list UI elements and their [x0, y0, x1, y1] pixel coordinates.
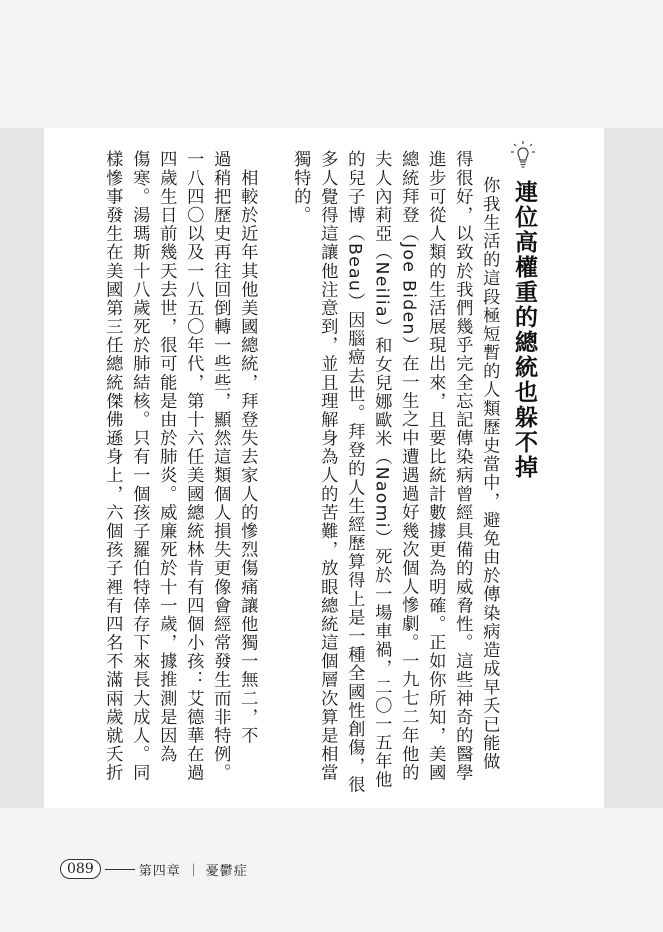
text-column: 過稍把歷史再往回倒轉一些些，顯然這類個人損失更像會經常發生而非特例。 — [210, 150, 231, 783]
text-column: 的兒子博（Beau）因腦癌去世。拜登的人生經歷算得上是一種全國性創傷，很 — [344, 150, 365, 795]
text-column: 得很好，以致於我們幾乎完全忘記傳染病曾經具備的威脅性。這些神奇的醫學 — [452, 150, 473, 783]
text-column: 獨特的。 — [290, 150, 311, 225]
text-column: 進步可從人類的生活展現出來，且要比統計數據更為明確。正如你所知，美國 — [425, 150, 446, 783]
text-column: 相較於近年其他美國總統，拜登失去家人的慘烈傷痛讓他獨一無二，不 — [237, 150, 258, 745]
text-column: 總統拜登（Joe Biden）在一生之中遭遇過好幾次個人慘劇。一九七二年他的 — [398, 150, 419, 782]
text-column: 夫人內莉亞（Neilia）和女兒娜歐米（Naomi）死於一場車禍，二〇一五年他 — [371, 150, 392, 790]
text-column: 一八四〇以及一八五〇年代，第十六任美國總統林肯有四個小孩：艾德華在過 — [183, 150, 204, 783]
lightbulb-icon — [510, 140, 536, 170]
text-column: 多人覺得這讓他注意到，並且理解身為人的苦難，放眼總統這個層次算是相當 — [317, 150, 338, 783]
chapter-label: 第四章 — [138, 863, 181, 879]
text-column: 傷寒。湯瑪斯十八歲死於肺結核。只有一個孩子羅伯特倖存下來長大成人。同 — [129, 150, 150, 783]
text-column: 樣慘事發生在美國第三任總統傑佛遜身上，六個孩子裡有四名不滿兩歲就夭折 — [102, 150, 123, 783]
text-column: 你我生活的這段極短暫的人類歷史當中，避免由於傳染病造成早夭已能做 — [479, 176, 500, 771]
chapter-topic: 憂鬱症 — [205, 863, 248, 879]
footer-separator: ｜ — [186, 863, 200, 879]
text-column: 四歲生日前幾天去世，很可能是由於肺炎。威廉死於十一歲，據推測是因為 — [156, 150, 177, 764]
page-number: 089 — [60, 859, 101, 879]
page-footer — [60, 858, 248, 880]
section-heading: 連位高權重的總統也躲不掉 — [511, 180, 537, 480]
footer-divider — [105, 869, 135, 870]
